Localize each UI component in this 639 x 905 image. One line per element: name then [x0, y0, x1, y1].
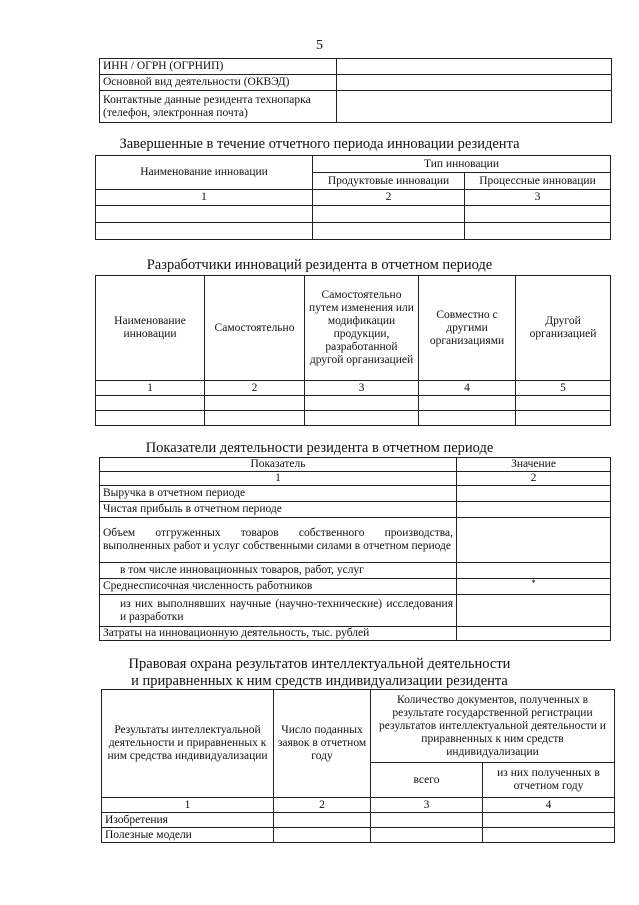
col-num: 2	[274, 798, 371, 813]
completed-innovations-table	[95, 155, 611, 240]
inn-value[interactable]	[337, 59, 612, 75]
table-cell[interactable]	[465, 223, 611, 240]
ip-row-inventions: Изобретения	[102, 813, 274, 828]
inn-label: ИНН / ОГРН (ОГРНИП)	[100, 59, 337, 75]
indicator-revenue: Выручка в отчетном периоде	[100, 486, 457, 502]
col-innovation-name: Наименование инновации	[96, 156, 313, 190]
col-dev-joint: Совместно с другими организациями	[419, 276, 516, 381]
col-num: 2	[205, 381, 305, 396]
table-cell[interactable]	[205, 396, 305, 411]
col-num: 1	[96, 381, 205, 396]
table-cell[interactable]	[274, 813, 371, 828]
value-cell[interactable]	[457, 627, 611, 641]
table-cell[interactable]	[205, 411, 305, 426]
col-num: 4	[483, 798, 615, 813]
col-value: Значение	[457, 458, 611, 472]
ip-title-line2: и приравненных к ним средств индивидуализации резидента	[131, 673, 508, 689]
contacts-label: Контактные данные резидента технопарка (телефон, электронная почта)	[100, 91, 337, 123]
table-cell[interactable]	[305, 411, 419, 426]
col-num: 3	[465, 190, 611, 206]
value-cell[interactable]	[457, 595, 611, 627]
page-number: 5	[316, 38, 323, 53]
col-dev-modified: Самостоятельно путем изменения или модификации продукции, разработанной другой организацией	[305, 276, 419, 381]
col-product: Продуктовые инновации	[313, 173, 465, 190]
col-num: 2	[313, 190, 465, 206]
table-cell[interactable]	[313, 206, 465, 223]
table-cell[interactable]	[465, 206, 611, 223]
col-ip-documents: Количество документов, полученных в результате государственной регистрации результатов интеллектуальной деятельности и приравненных к ним средств индивидуализации	[371, 690, 615, 763]
developers-title: Разработчики инноваций резидента в отчетном периоде	[146, 257, 493, 273]
col-ip-results: Результаты интеллектуальной деятельности и приравненных к ним средства индивидуализации	[102, 690, 274, 798]
resident-info-table	[99, 58, 612, 123]
col-ip-total: всего	[371, 763, 483, 798]
table-cell[interactable]	[483, 813, 615, 828]
table-cell[interactable]	[96, 223, 313, 240]
table-cell[interactable]	[96, 411, 205, 426]
ip-row-utility-models: Полезные модели	[102, 828, 274, 843]
col-num: 3	[371, 798, 483, 813]
col-num: 1	[102, 798, 274, 813]
col-num: 5	[516, 381, 611, 396]
contacts-value[interactable]	[337, 91, 612, 123]
indicators-table	[99, 457, 611, 641]
table-cell[interactable]	[371, 828, 483, 843]
col-ip-applications: Число поданных заявок в отчетном году	[274, 690, 371, 798]
col-indicator: Показатель	[100, 458, 457, 472]
table-cell[interactable]	[516, 411, 611, 426]
value-cell[interactable]	[457, 563, 611, 579]
indicator-innovative-goods: в том числе инновационных товаров, работ, услуг	[100, 563, 457, 579]
indicator-net-profit: Чистая прибыль в отчетном периоде	[100, 502, 457, 518]
value-cell[interactable]	[457, 518, 611, 563]
table-cell[interactable]	[96, 206, 313, 223]
ip-title-line1: Правовая охрана результатов интеллектуальной деятельности	[128, 656, 511, 672]
col-innovation-type: Тип инновации	[313, 156, 611, 173]
table-cell[interactable]	[516, 396, 611, 411]
col-num: 2	[457, 472, 611, 486]
table-cell[interactable]	[419, 411, 516, 426]
col-process: Процессные инновации	[465, 173, 611, 190]
okved-value[interactable]	[337, 75, 612, 91]
col-dev-name: Наименование инновации	[96, 276, 205, 381]
col-num: 4	[419, 381, 516, 396]
indicators-title: Показатели деятельности резидента в отчетном периоде	[145, 440, 494, 456]
indicator-researchers: из них выполнявших научные (научно-технические) исследования и разработки	[100, 595, 457, 627]
col-num: 1	[96, 190, 313, 206]
col-num: 3	[305, 381, 419, 396]
table-cell[interactable]	[313, 223, 465, 240]
developers-table	[95, 275, 611, 426]
indicator-headcount: Среднесписочная численность работников	[100, 579, 457, 595]
table-cell[interactable]	[274, 828, 371, 843]
table-cell[interactable]	[96, 396, 205, 411]
value-cell[interactable]	[457, 502, 611, 518]
value-cell[interactable]: *	[457, 579, 611, 595]
ip-table	[101, 689, 615, 843]
table-cell[interactable]	[371, 813, 483, 828]
col-num: 1	[100, 472, 457, 486]
table-cell[interactable]	[305, 396, 419, 411]
col-dev-self: Самостоятельно	[205, 276, 305, 381]
value-cell[interactable]	[457, 486, 611, 502]
table-cell[interactable]	[419, 396, 516, 411]
col-dev-other: Другой организацией	[516, 276, 611, 381]
indicator-innovation-costs: Затраты на инновационную деятельность, тыс. рублей	[100, 627, 457, 641]
okved-label: Основной вид деятельности (ОКВЭД)	[100, 75, 337, 91]
indicator-shipped-volume: Объем отгруженных товаров собственного производства, выполненных работ и услуг собственными силами в отчетном периоде	[100, 518, 457, 563]
table-cell[interactable]	[483, 828, 615, 843]
col-ip-this-year: из них полученных в отчетном году	[483, 763, 615, 798]
completed-innovations-title: Завершенные в течение отчетного периода инновации резидента	[119, 136, 520, 152]
